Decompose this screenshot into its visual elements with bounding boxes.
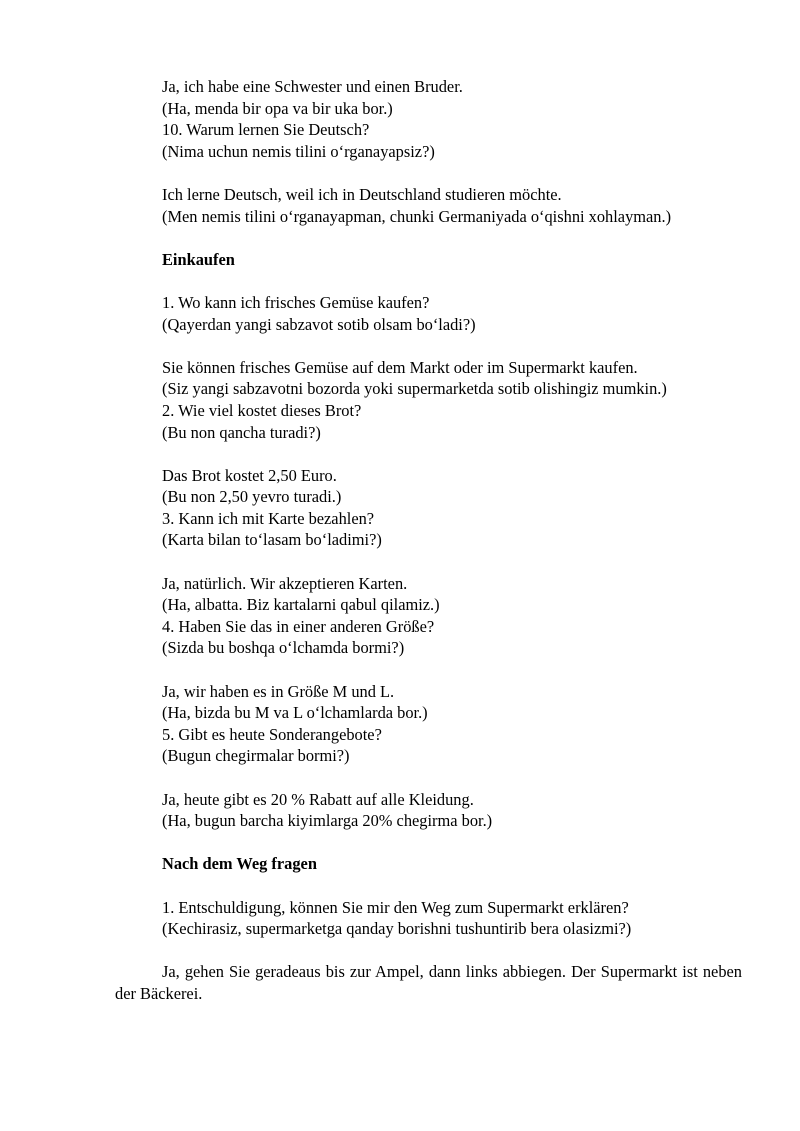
answer-line: Sie können frisches Gemüse auf dem Markt oder im Supermarkt kaufen.: [162, 357, 638, 377]
question-line: 2. Wie viel kostet dieses Brot?: [162, 400, 362, 420]
translation-line: (Bu non 2,50 yevro turadi.): [162, 487, 342, 507]
translation-line: (Kechirasiz, supermarketga qanday borishni tushuntirib bera olasizmi?): [162, 919, 632, 939]
spacer: [115, 551, 742, 573]
section-heading-einkaufen: Einkaufen: [162, 249, 235, 269]
translation-paragraph: (Men nemis tilini o‘rganayapman, chunki Germaniyada o‘qishni xohlayman.): [162, 206, 672, 226]
translation-line: (Siz yangi sabzavotni bozorda yoki supermarketda sotib olishingiz mumkin.): [162, 379, 667, 399]
translation-line: (Ha, albatta. Biz kartalarni qabul qilamiz.): [162, 595, 440, 615]
spacer: [115, 940, 742, 962]
translation-line: (Ha, bugun barcha kiyimlarga 20% chegirma bor.): [162, 811, 493, 831]
spacer: [115, 227, 742, 249]
spacer: [115, 270, 742, 292]
question-line: 1. Entschuldigung, können Sie mir den Weg zum Supermarkt erklären?: [162, 897, 629, 917]
question-line: 5. Gibt es heute Sonderangebote?: [162, 724, 382, 744]
answer-line: Ich lerne Deutsch, weil ich in Deutschland studieren möchte.: [162, 184, 562, 204]
translation-line: (Karta bilan to‘lasam bo‘ladimi?): [162, 530, 382, 550]
section-heading-weg: Nach dem Weg fragen: [162, 854, 317, 874]
question-line: 10. Warum lernen Sie Deutsch?: [162, 120, 370, 140]
translation-line: (Qayerdan yangi sabzavot sotib olsam bo‘ladi?): [162, 314, 476, 334]
spacer: [115, 335, 742, 357]
answer-line: Ja, wir haben es in Größe M und L.: [162, 681, 395, 701]
question-line: 4. Haben Sie das in einer anderen Größe?: [162, 616, 435, 636]
answer-line: Das Brot kostet 2,50 Euro.: [162, 465, 337, 485]
translation-line: (Ha, menda bir opa va bir uka bor.): [162, 98, 393, 118]
spacer: [115, 443, 742, 465]
translation-line: (Sizda bu boshqa o‘lchamda bormi?): [162, 638, 405, 658]
translation-line: (Bu non qancha turadi?): [162, 422, 321, 442]
spacer: [115, 875, 742, 897]
answer-line: Ja, heute gibt es 20 % Rabatt auf alle Kleidung.: [162, 789, 474, 809]
question-line: 1. Wo kann ich frisches Gemüse kaufen?: [162, 292, 430, 312]
answer-paragraph: Ja, gehen Sie geradeaus bis zur Ampel, dann links abbiegen. Der Supermarkt ist neben der Bäckerei.: [115, 962, 742, 1003]
translation-line: (Nima uchun nemis tilini o‘rganayapsiz?): [162, 141, 435, 161]
spacer: [115, 162, 742, 184]
question-line: 3. Kann ich mit Karte bezahlen?: [162, 508, 375, 528]
translation-line: (Ha, bizda bu M va L o‘lchamlarda bor.): [162, 703, 428, 723]
answer-line: Ja, natürlich. Wir akzeptieren Karten.: [162, 573, 408, 593]
spacer: [115, 832, 742, 854]
translation-line: (Bugun chegirmalar bormi?): [162, 746, 350, 766]
answer-line: Ja, ich habe eine Schwester und einen Bruder.: [162, 77, 463, 96]
document-body: [115, 76, 742, 1005]
spacer: [115, 659, 742, 681]
spacer: [115, 767, 742, 789]
